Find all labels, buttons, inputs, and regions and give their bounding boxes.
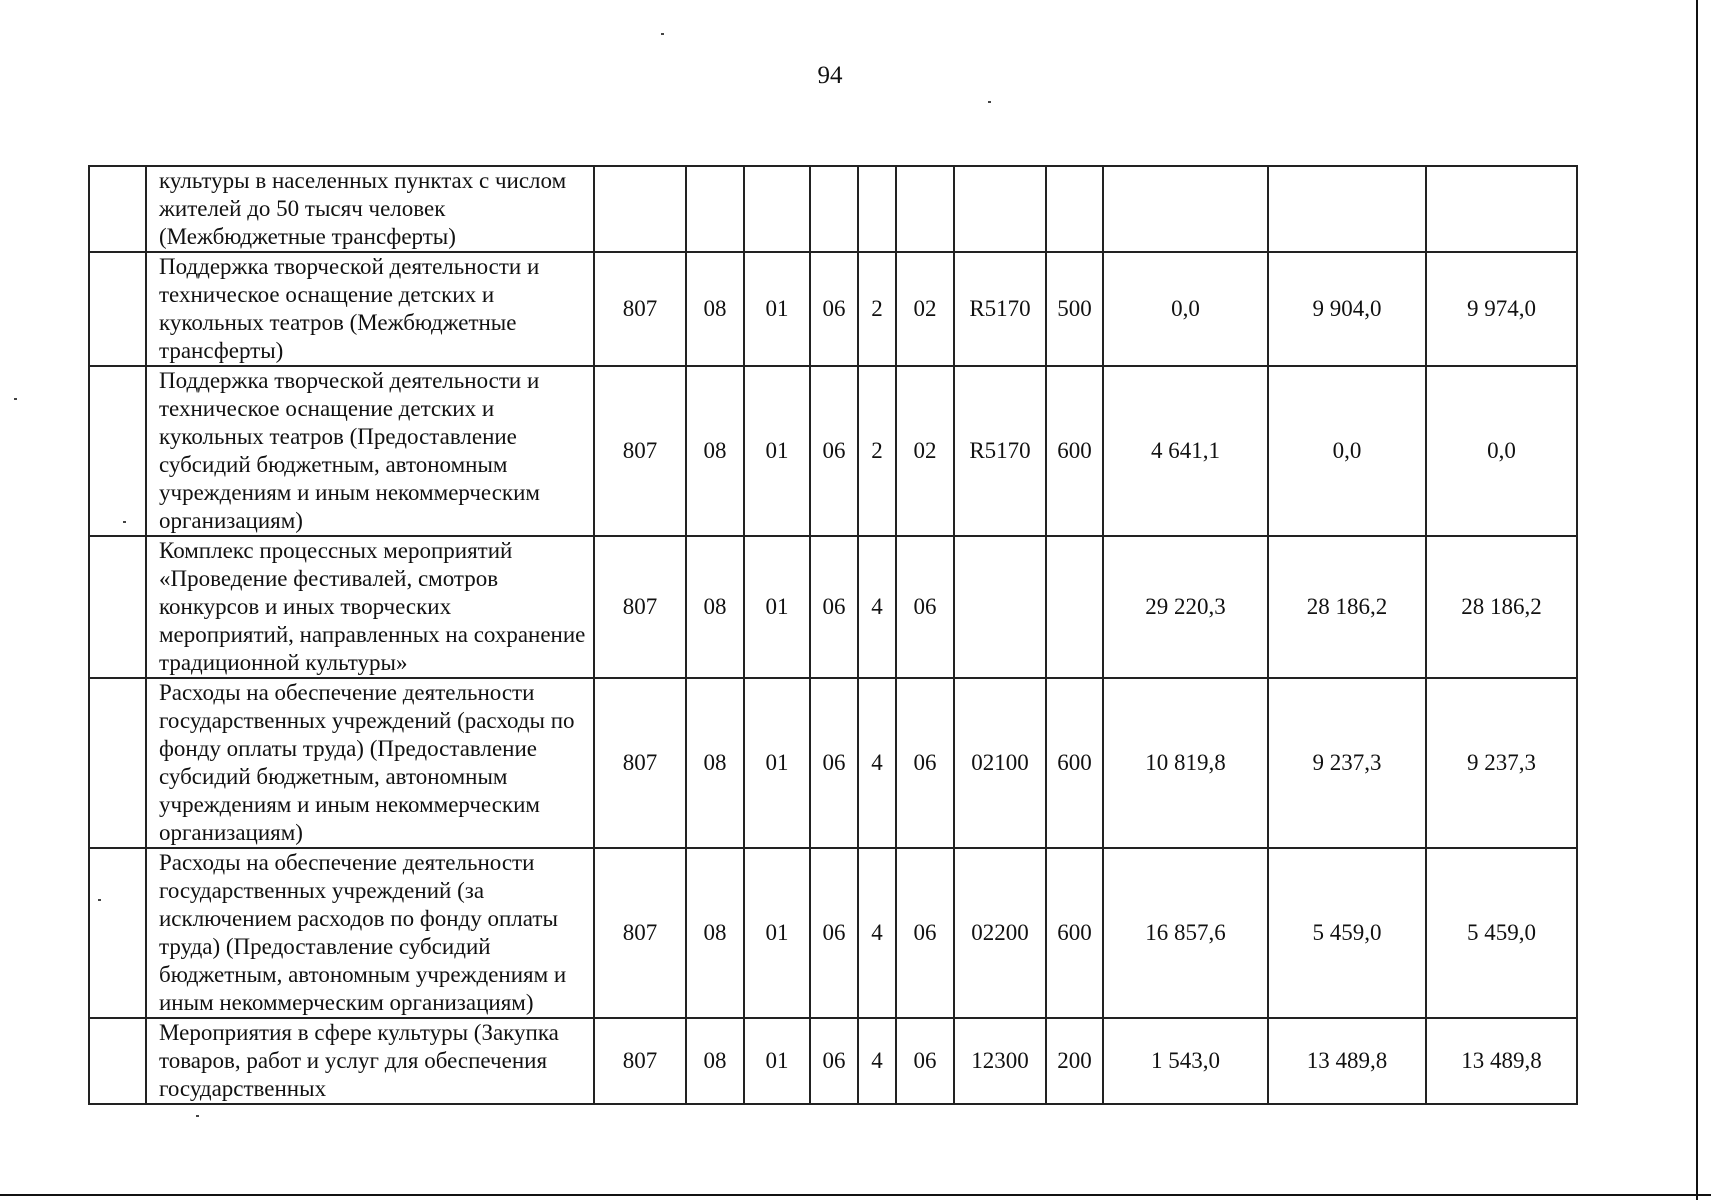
value-cell xyxy=(594,166,686,252)
value-cell: 9 237,3 xyxy=(1426,678,1577,848)
page-number: 94 xyxy=(817,62,843,89)
value-cell xyxy=(954,536,1046,678)
value-cell xyxy=(1046,536,1103,678)
value-cell: 4 xyxy=(858,678,896,848)
value-cell: 807 xyxy=(594,536,686,678)
value-cell: 4 xyxy=(858,1018,896,1104)
value-cell: 600 xyxy=(1046,848,1103,1018)
value-cell: 02100 xyxy=(954,678,1046,848)
value-cell: 16 857,6 xyxy=(1103,848,1268,1018)
value-cell: 01 xyxy=(744,536,810,678)
scan-speck xyxy=(196,1115,199,1117)
row-number-cell xyxy=(89,1018,146,1104)
value-cell: R5170 xyxy=(954,252,1046,366)
description-cell: Поддержка творческой деятельности и техническое оснащение детских и кукольных театров (Предоставление субсидий бюджетным, автономным учреждениям и иным некоммерческим организациям) xyxy=(146,366,594,536)
value-cell: 06 xyxy=(810,366,858,536)
value-cell: 01 xyxy=(744,252,810,366)
value-cell: 08 xyxy=(686,1018,744,1104)
value-cell: 02 xyxy=(896,366,954,536)
value-cell: 08 xyxy=(686,848,744,1018)
value-cell: 06 xyxy=(810,848,858,1018)
value-cell: 9 974,0 xyxy=(1426,252,1577,366)
value-cell: 9 904,0 xyxy=(1268,252,1426,366)
value-cell: 06 xyxy=(896,678,954,848)
scan-speck xyxy=(123,521,126,523)
value-cell: 4 xyxy=(858,848,896,1018)
value-cell: 06 xyxy=(896,1018,954,1104)
value-cell: 0,0 xyxy=(1426,366,1577,536)
description-cell: Поддержка творческой деятельности и техническое оснащение детских и кукольных театров (Межбюджетные трансферты) xyxy=(146,252,594,366)
value-cell: 200 xyxy=(1046,1018,1103,1104)
value-cell xyxy=(858,166,896,252)
value-cell xyxy=(1103,166,1268,252)
value-cell: 08 xyxy=(686,366,744,536)
value-cell: 9 237,3 xyxy=(1268,678,1426,848)
value-cell: 13 489,8 xyxy=(1268,1018,1426,1104)
value-cell xyxy=(1426,166,1577,252)
value-cell: 13 489,8 xyxy=(1426,1018,1577,1104)
value-cell: 01 xyxy=(744,366,810,536)
value-cell xyxy=(896,166,954,252)
value-cell: 02200 xyxy=(954,848,1046,1018)
value-cell: 28 186,2 xyxy=(1426,536,1577,678)
value-cell: 4 641,1 xyxy=(1103,366,1268,536)
value-cell: 12300 xyxy=(954,1018,1046,1104)
description-cell: Мероприятия в сфере культуры (Закупка товаров, работ и услуг для обеспечения государственных xyxy=(146,1018,594,1104)
value-cell: 01 xyxy=(744,848,810,1018)
value-cell xyxy=(810,166,858,252)
scan-speck xyxy=(14,398,17,400)
table-row xyxy=(89,536,1577,678)
description-cell: Расходы на обеспечение деятельности государственных учреждений (расходы по фонду оплаты труда) (Предоставление субсидий бюджетным, автономным учреждениям и иным некоммерческим организациям) xyxy=(146,678,594,848)
row-number-cell xyxy=(89,252,146,366)
value-cell: 600 xyxy=(1046,678,1103,848)
budget-table xyxy=(88,165,1578,1105)
value-cell: 0,0 xyxy=(1103,252,1268,366)
table-row xyxy=(89,678,1577,848)
value-cell: 08 xyxy=(686,678,744,848)
value-cell: R5170 xyxy=(954,366,1046,536)
table-row xyxy=(89,366,1577,536)
row-number-cell xyxy=(89,166,146,252)
value-cell: 06 xyxy=(896,848,954,1018)
scan-edge-line xyxy=(0,1194,1711,1196)
table-row xyxy=(89,166,1577,252)
table-row xyxy=(89,1018,1577,1104)
value-cell xyxy=(954,166,1046,252)
value-cell: 01 xyxy=(744,678,810,848)
value-cell xyxy=(1046,166,1103,252)
value-cell: 0,0 xyxy=(1268,366,1426,536)
table-row xyxy=(89,252,1577,366)
value-cell: 807 xyxy=(594,252,686,366)
value-cell: 06 xyxy=(810,678,858,848)
value-cell: 08 xyxy=(686,252,744,366)
scan-speck xyxy=(661,33,664,35)
value-cell: 5 459,0 xyxy=(1268,848,1426,1018)
value-cell: 10 819,8 xyxy=(1103,678,1268,848)
value-cell xyxy=(1268,166,1426,252)
description-cell: культуры в населенных пунктах с числом жителей до 50 тысяч человек (Межбюджетные трансферты) xyxy=(146,166,594,252)
row-number-cell xyxy=(89,366,146,536)
value-cell xyxy=(744,166,810,252)
value-cell: 06 xyxy=(810,252,858,366)
scan-speck xyxy=(988,101,991,103)
table-row xyxy=(89,848,1577,1018)
value-cell: 06 xyxy=(896,536,954,678)
value-cell: 807 xyxy=(594,678,686,848)
scan-edge-line xyxy=(1696,0,1698,1200)
value-cell: 29 220,3 xyxy=(1103,536,1268,678)
row-number-cell xyxy=(89,848,146,1018)
row-number-cell xyxy=(89,678,146,848)
value-cell: 08 xyxy=(686,536,744,678)
value-cell: 807 xyxy=(594,366,686,536)
value-cell: 06 xyxy=(810,536,858,678)
value-cell xyxy=(686,166,744,252)
value-cell: 807 xyxy=(594,1018,686,1104)
value-cell: 01 xyxy=(744,1018,810,1104)
value-cell: 02 xyxy=(896,252,954,366)
value-cell: 1 543,0 xyxy=(1103,1018,1268,1104)
description-cell: Комплекс процессных мероприятий «Проведение фестивалей, смотров конкурсов и иных творческих мероприятий, направленных на сохранение традиционной культуры» xyxy=(146,536,594,678)
value-cell: 2 xyxy=(858,366,896,536)
value-cell: 5 459,0 xyxy=(1426,848,1577,1018)
description-cell: Расходы на обеспечение деятельности государственных учреждений (за исключением расходов по фонду оплаты труда) (Предоставление субсидий бюджетным, автономным учреждениям и иным некоммерческим организациям) xyxy=(146,848,594,1018)
value-cell: 600 xyxy=(1046,366,1103,536)
scan-speck xyxy=(98,899,101,901)
value-cell: 4 xyxy=(858,536,896,678)
row-number-cell xyxy=(89,536,146,678)
value-cell: 28 186,2 xyxy=(1268,536,1426,678)
value-cell: 500 xyxy=(1046,252,1103,366)
value-cell: 807 xyxy=(594,848,686,1018)
value-cell: 2 xyxy=(858,252,896,366)
value-cell: 06 xyxy=(810,1018,858,1104)
